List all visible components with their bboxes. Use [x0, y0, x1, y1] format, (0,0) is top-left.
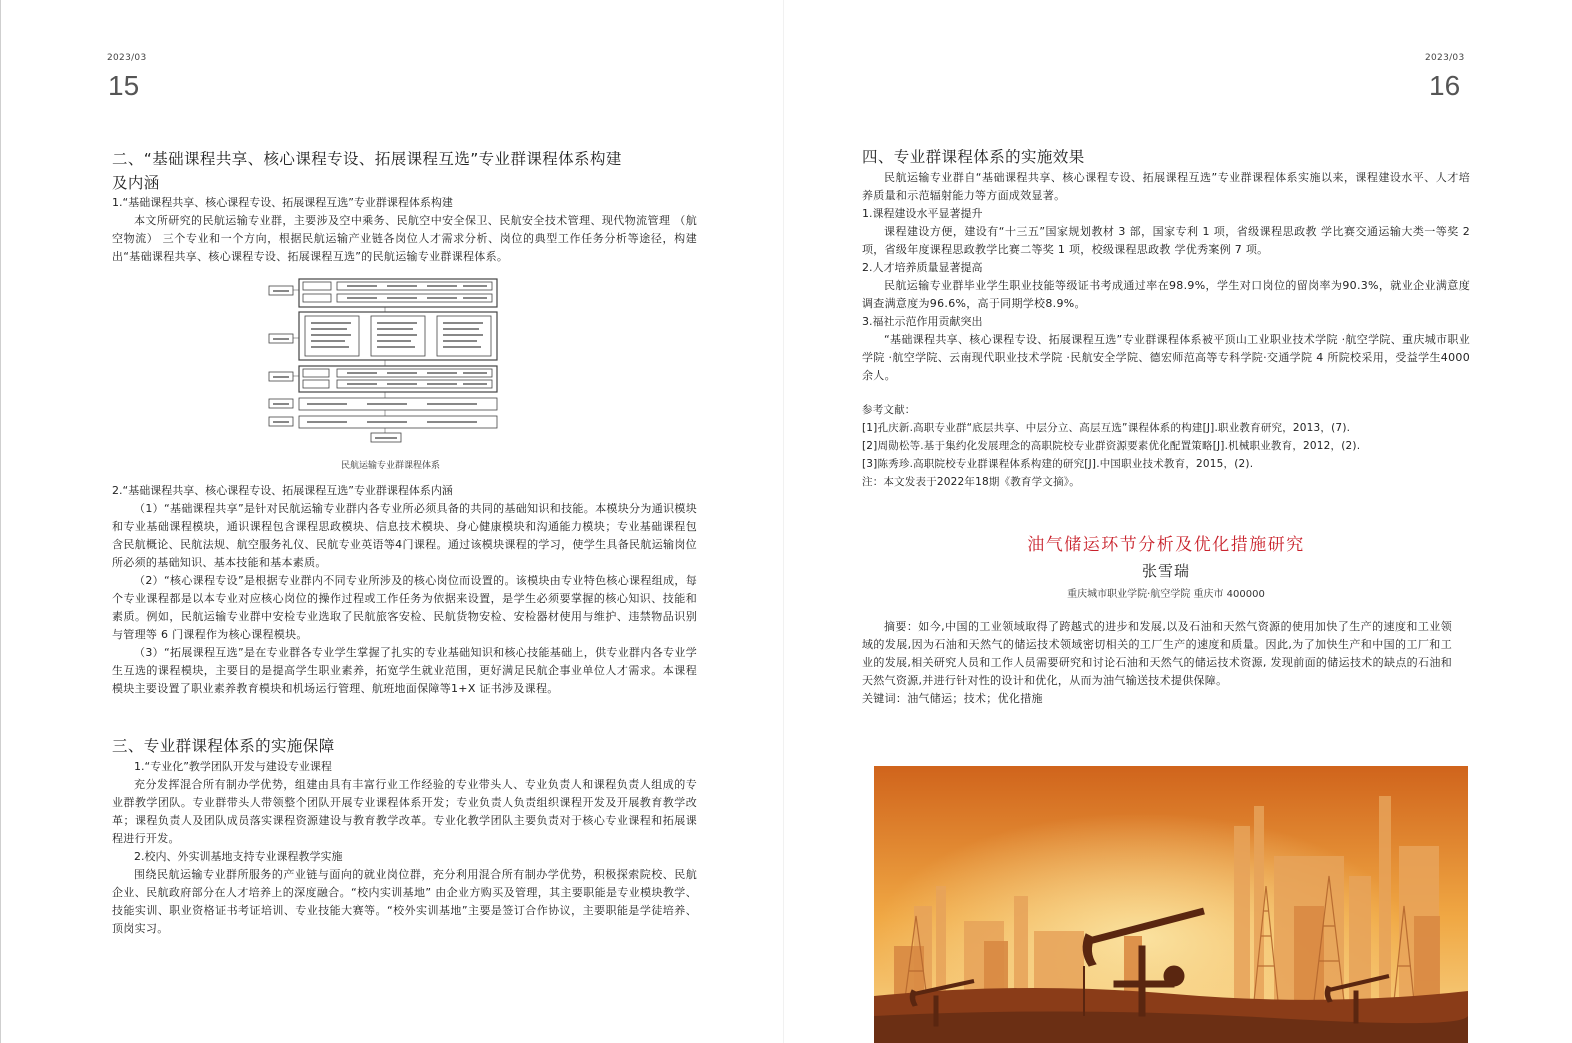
section4-heading: 四、专业群课程体系的实施效果	[862, 148, 1085, 166]
figure-caption: 民航运输专业群课程体系	[341, 461, 441, 471]
section2-sub1: 1.“基础课程共享、核心课程专设、拓展课程互选”专业群课程体系构建	[112, 196, 453, 209]
publication-note: 注：本文发表于2022年18期《教育学文摘》。	[862, 476, 1080, 488]
right-page-date: 2023/03	[1425, 53, 1465, 63]
article-title: 油气储运环节分析及优化措施研究	[1027, 535, 1305, 555]
references-label: 参考文献：	[862, 404, 916, 416]
section3	[112, 734, 697, 938]
reference-item: [2]周勋松等.基于集约化发展理念的高职院校专业群资源要素优化配置策略[J].机械职业教育，2012，(2).	[862, 440, 1361, 452]
section4-para3: “基础课程共享、核心课程专设、拓展课程互选”专业群课程体系被平顶山工业职业技术学院 ·航空学院、重庆城市职业学院 ·航空学院、云南现代职业技术学院 ·民航安全学院、德宏师范高等专科学院·交通学院 4 所院校采用，受益学生4000余人。	[862, 333, 1470, 382]
section2-heading-block	[112, 147, 697, 195]
section2-heading-line1: 二、“基础课程共享、核心课程专设、拓展课程互选”专业群课程体系构建	[112, 150, 622, 168]
section4-sub3: 3.福社示范作用贡献突出	[862, 315, 983, 328]
section4-sub1: 1.课程建设水平显著提升	[862, 207, 983, 220]
reference-item: [3]陈秀珍.高职院校专业群课程体系构建的研究[J].中国职业技术教育，2015，(2).	[862, 458, 1254, 470]
section4-para2: 民航运输专业群毕业学生职业技能等级证书考成通过率在98.9%，学生对口岗位的留岗率为90.3%，就业企业满意度 调查满意度为96.6%，高于同期学校8.9%。	[862, 279, 1470, 310]
section2-para1: 本文所研究的民航运输专业群，主要涉及空中乘务、民航空中安全保卫、民航安全技术管理、现代物流管理 （航空物流） 三个专业和一个方向，根据民航运输产业链各岗位人才需求分析、岗位的典型工作任务分析等途径，构建出“基础课程共享、核心课程专设、拓展课程互选”的民航运输专业群课程体系。	[112, 214, 697, 263]
course-system-diagram	[267, 276, 503, 450]
reference-item: [1]孔庆新.高职专业群“底层共享、中层分立、高层互选”课程体系的构建[J].职业教育研究，2013，(7).	[862, 422, 1351, 434]
section4-intro: 民航运输专业群自“基础课程共享、核心课程专设、拓展课程互选”专业群课程体系实施以来，课程建设水平、人才培养质量和示范辐射能力等方面成效显著。	[862, 171, 1470, 202]
section2-part2	[112, 482, 697, 698]
section3-sub1: 1.“专业化”教学团队开发与建设专业课程	[134, 760, 332, 773]
left-page-number: 15	[108, 70, 140, 101]
section2-para2: （1）“基础课程共享”是针对民航运输专业群内各专业所必须具备的共同的基础知识和技能。本模块分为通识模块和专业基础课程模块，通识课程包含课程思政模块、信息技术模块、身心健康模块和沟通能力模块；专业基础课程包含民航概论、民航法规、航空服务礼仪、民航专业英语等4门课程。通过该模块课程的学习，使学生具备民航运输岗位所必须的基础知识、基本技能和基本素质。	[112, 502, 697, 569]
article-affiliation: 重庆城市职业学院·航空学院 重庆市 400000	[1067, 589, 1265, 600]
section2-sub2: 2.“基础课程共享、核心课程专设、拓展课程互选”专业群课程体系内涵	[112, 484, 453, 497]
article-abstract-block	[862, 618, 1452, 708]
section2-para3: （2）“核心课程专设”是根据专业群内不同专业所涉及的核心岗位而设置的。该模块由专业特色核心课程组成，每个专业课程都是以本专业对应核心岗位的操作过程或工作任务为依据来设置，是学生必须要掌握的核心知识、技能和素质。例如，民航运输专业群中安检专业选取了民航旅客安检、民航货物安检、安检器材使用与维护、违禁物品识别与管理等 6 门课程作为核心课程模块。	[112, 574, 697, 641]
section2-heading-line2: 及内涵	[112, 174, 160, 192]
section3-sub2: 2.校内、外实训基地支持专业课程教学实施	[134, 850, 343, 863]
section2-para4: （3）“拓展课程互选”是在专业群各专业学生掌握了扎实的专业基础知识和核心技能基础上，供专业群内各专业学生互选的课程模块，主要目的是提高学生职业素养，拓宽学生就业范围，更好满足民航企事业单位人才需求。本课程模块主要设置了职业素养教育模块和机场运行管理、航班地面保障等1+X 证书涉及课程。	[112, 646, 697, 695]
left-page	[0, 0, 784, 1043]
references	[862, 401, 1470, 491]
oil-field-illustration	[874, 766, 1468, 1043]
article-abstract: 摘要：如今,中国的工业领域取得了跨越式的进步和发展,以及石油和天然气资源的使用加快了生产的速度和工业领域的发展,因为石油和天然气的储运技术领域密切相关的工厂生产的速度和质量。因此,为了加快生产和中国的工厂和工业的发展,相关研究人员和工作人员需要研究和讨论石油和天然气的储运技术资源, 发现前面的储运技术的缺点的石油和天然气资源,并进行针对性的设计和优化，从而为油气输送技术提供保障。	[862, 620, 1452, 687]
section4-sub2: 2.人才培养质量显著提高	[862, 261, 983, 274]
section3-para2: 围绕民航运输专业群所服务的产业链与面向的就业岗位群，充分利用混合所有制办学优势，积极探索院校、民航企业、民航政府部分在人才培养上的深度融合。“校内实训基地” 由企业方购买及管理，其主要职能是专业模块教学、技能实训、职业资格证书考证培训、专业技能大赛等。“校外实训基地”主要是签订合作协议，主要职能是学徒培养、顶岗实习。	[112, 868, 697, 935]
section3-heading: 三、专业群课程体系的实施保障	[112, 737, 335, 755]
section4	[862, 145, 1470, 385]
right-page-number: 16	[1429, 70, 1461, 101]
section2-part1	[112, 194, 697, 266]
section4-para1: 课程建设方便，建设有“十三五”国家规划教材 3 部，国家专利 1 项，省级课程思政教 学比赛交通运输大类一等奖 2 项，省级年度课程思政教学比赛二等奖 1 项，校级课程思政教 学优秀案例 7 项。	[862, 225, 1470, 256]
section3-para1: 充分发挥混合所有制办学优势，组建由具有丰富行业工作经验的专业带头人、专业负责人和课程负责人组成的专业群教学团队。专业群带头人带领整个团队开展专业课程体系开发；专业负责人负责组织课程开发及开展教育教学改革；课程负责人及团队成员落实课程资源建设与教育教学改革。专业化教学团队主要负责对于核心专业课程和拓展课程进行开发。	[112, 778, 697, 845]
article-author: 张雪瑞	[1141, 562, 1190, 580]
left-page-date: 2023/03	[107, 53, 147, 63]
article-keywords: 关键词：油气储运；技术；优化措施	[862, 692, 1043, 705]
